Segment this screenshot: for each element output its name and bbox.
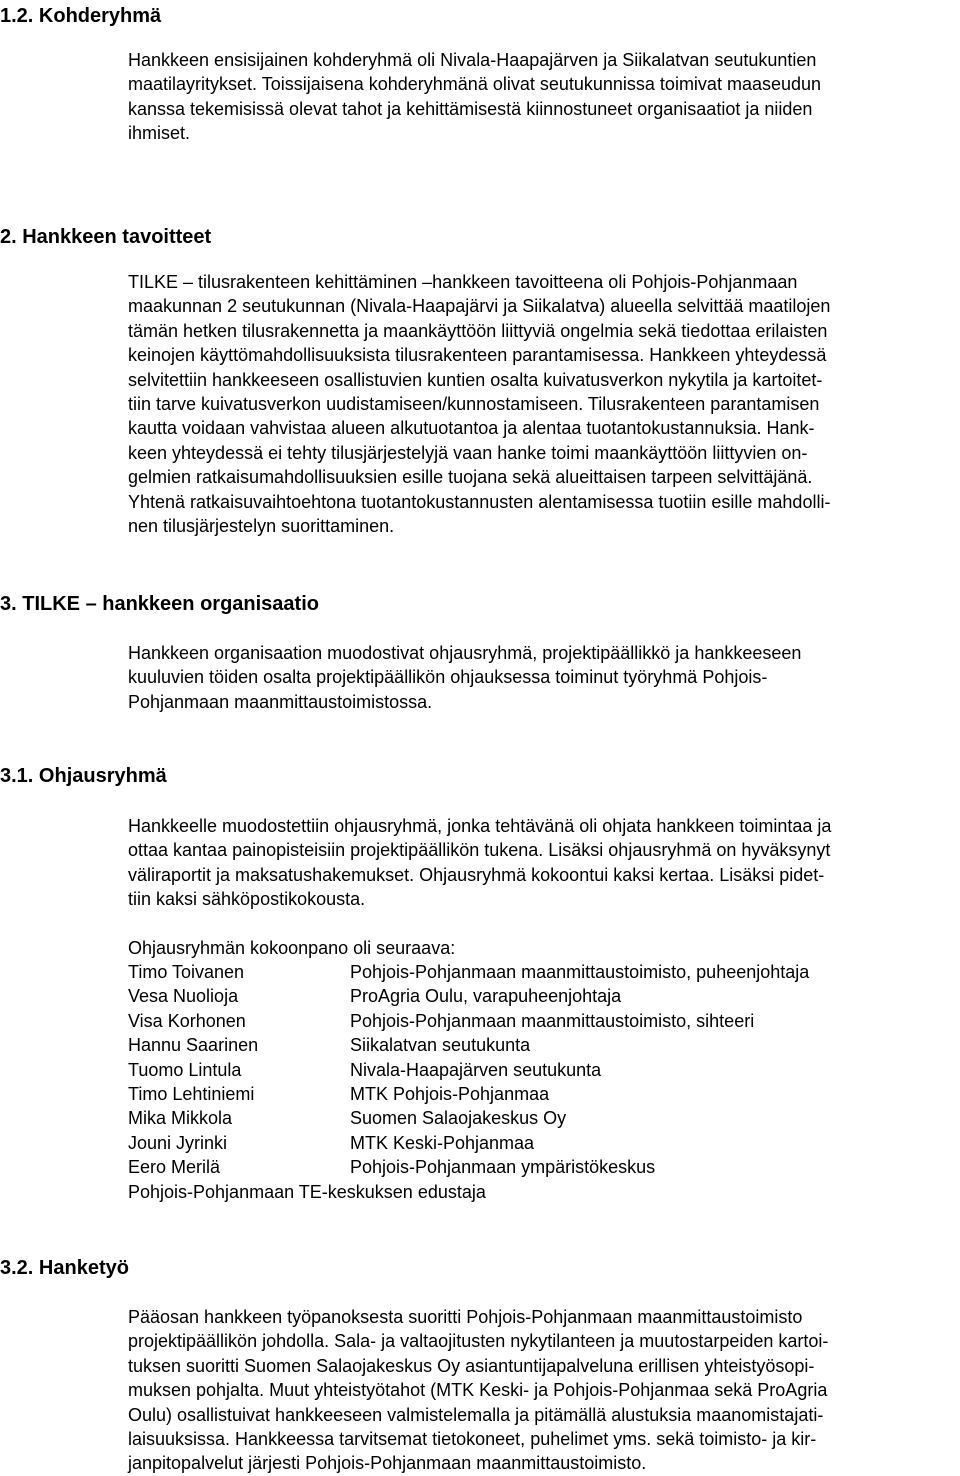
member-org: Suomen Salaojakeskus Oy [350, 1108, 567, 1129]
text-line: laisuuksissa. Hankkeessa tarvitsemat tietokoneet, puhelimet yms. sekä toimisto- ja kir- [128, 1429, 817, 1450]
text-line: tiin tarve kuivatusverkon uudistamiseen/kunnostamiseen. Tilusrakenteen parantamisen [128, 394, 820, 415]
heading-ohjausryhma: 3.1. Ohjausryhmä [0, 765, 167, 787]
member-row [128, 984, 809, 1008]
paragraph-kohderyhma [128, 48, 821, 146]
text-line: muksen pohjalta. Muut yhteistyötahot (MTK Keski- ja Pohjois-Pohjanmaa sekä ProAgria [128, 1380, 828, 1401]
text-line: tuksen suoritti Suomen Salaojakeskus Oy asiantuntijapalveluna erillisen yhteistyösopi- [128, 1355, 815, 1376]
text-line: gelmien ratkaisumahdollisuuksien esille tuojana sekä alueittaisen tarpeen selvittäjänä. [128, 467, 813, 488]
text-line: Hankkeen ensisijainen kohderyhmä oli Nivala-Haapajärven ja Siikalatvan seutukuntien [128, 50, 817, 70]
member-org: Pohjois-Pohjanmaan maanmittaustoimisto, sihteeri [350, 1010, 755, 1031]
text-line: ihmiset. [128, 123, 191, 144]
text-line: nen tilusjärjestelyn suorittaminen. [128, 516, 395, 537]
text-line: Pohjanmaan maanmittaustoimistossa. [128, 691, 433, 712]
text-line: keinojen käyttömahdollisuuksista tilusrakenteen parantamisessa. Hankkeen yhteydessä [128, 345, 827, 366]
member-row [128, 1058, 809, 1082]
member-name: Tuomo Lintula [128, 1059, 242, 1080]
member-name: Timo Toivanen [128, 962, 245, 982]
member-org: Pohjois-Pohjanmaan maanmittaustoimisto, puheenjohtaja [350, 962, 810, 982]
heading-hanketyo: 3.2. Hanketyö [0, 1257, 129, 1279]
text-line: maakunnan 2 seutukunnan (Nivala-Haapajärvi ja Siikalatva) alueella selvittää maatilojen [128, 296, 831, 317]
member-org: MTK Keski-Pohjanmaa [350, 1132, 535, 1153]
member-name: Hannu Saarinen [128, 1035, 259, 1056]
member-row [128, 1033, 809, 1057]
member-name: Jouni Jyrinki [128, 1132, 228, 1153]
member-org: Nivala-Haapajärven seutukunta [350, 1059, 602, 1080]
member-row-last: Pohjois-Pohjanmaan TE-keskuksen edustaja [128, 1181, 486, 1202]
text-line: tämän hetken tilusrakennetta ja maankäyttöön liittyviä ongelmia sekä tiedottaa erilaisten [128, 320, 828, 341]
text-line: Hankkeelle muodostettiin ohjausryhmä, jonka tehtävänä oli ohjata hankkeen toimintaa ja [128, 816, 832, 836]
member-name: Vesa Nuolioja [128, 986, 239, 1007]
text-line: Oulu) osallistuivat hankkeeseen valmistelemalla ja pitämällä alustuksia maanomistajati- [128, 1404, 824, 1425]
text-line: tiin kaksi sähköpostikokousta. [128, 889, 366, 910]
member-org: ProAgria Oulu, varapuheenjohtaja [350, 986, 622, 1007]
text-line: keen yhteydessä ei tehty tilusjärjestelyjä vaan hanke toimi maankäyttöön liittyvien on- [128, 442, 808, 463]
paragraph-organisaatio [128, 641, 801, 714]
member-row [128, 960, 809, 984]
members-list [128, 960, 809, 1204]
members-intro: Ohjausryhmän kokoonpano oli seuraava: [128, 938, 456, 958]
heading-organisaatio: 3. TILKE – hankkeen organisaatio [0, 593, 319, 615]
member-row [128, 1155, 809, 1179]
member-row [128, 1082, 809, 1106]
text-line: ottaa kantaa painopisteisiin projektipäällikön tukena. Lisäksi ohjausryhmä on hyväksynyt [128, 840, 831, 861]
text-line: väliraportit ja maksatushakemukset. Ohjausryhmä kokoontui kaksi kertaa. Lisäksi pidet- [128, 864, 825, 885]
member-org: Siikalatvan seutukunta [350, 1035, 531, 1056]
heading-kohderyhma: 1.2. Kohderyhmä [0, 5, 162, 27]
member-row [128, 1131, 809, 1155]
paragraph-tavoitteet [128, 270, 830, 538]
text-line: Hankkeen organisaation muodostivat ohjausryhmä, projektipäällikkö ja hankkeeseen [128, 643, 802, 663]
member-row [128, 1106, 809, 1130]
text-line: janpitopalvelut järjesti Pohjois-Pohjanmaan maanmittaustoimisto. [128, 1453, 647, 1474]
text-line: projektipäällikön johdolla. Sala- ja valtaojitusten nykytilanteen ja muutostarpeiden kartoi- [128, 1331, 829, 1352]
text-line: kanssa tekemisissä olevat tahot ja kehittämisestä kiinnostuneet organisaatiot ja niiden [128, 98, 813, 119]
text-line: kautta voidaan vahvistaa alueen alkutuotantoa ja alentaa tuotantokustannuksia. Hank- [128, 418, 815, 439]
text-line: kuuluvien töiden osalta projektipäällikön ohjauksessa toiminut työryhmä Pohjois- [128, 667, 768, 688]
member-row [128, 1009, 809, 1033]
member-name: Eero Merilä [128, 1157, 221, 1178]
member-name: Visa Korhonen [128, 1010, 246, 1031]
text-line: selvitettiin hankkeeseen osallistuvien kuntien osalta kuivatusverkon nykytila ja kartoitet- [128, 369, 823, 390]
text-line: Pääosan hankkeen työpanoksesta suoritti Pohjois-Pohjanmaan maanmittaustoimisto [128, 1307, 803, 1327]
text-line: maatilayritykset. Toissijaisena kohderyhmänä olivat seutukunnissa toimivat maaseudun [128, 74, 822, 95]
paragraph-hanketyo [128, 1305, 828, 1476]
heading-tavoitteet: 2. Hankkeen tavoitteet [0, 226, 212, 248]
text-line: TILKE – tilusrakenteen kehittäminen –hankkeen tavoitteena oli Pohjois-Pohjanmaan [128, 272, 798, 292]
member-org: MTK Pohjois-Pohjanmaa [350, 1083, 550, 1104]
paragraph-ohjausryhma [128, 814, 831, 912]
member-name: Mika Mikkola [128, 1108, 233, 1129]
text-line: Yhtenä ratkaisuvaihtoehtona tuotantokustannusten alentamisessa tuotiin esille mahdolli- [128, 491, 831, 512]
member-name: Timo Lehtiniemi [128, 1083, 255, 1104]
member-org: Pohjois-Pohjanmaan ympäristökeskus [350, 1157, 656, 1178]
